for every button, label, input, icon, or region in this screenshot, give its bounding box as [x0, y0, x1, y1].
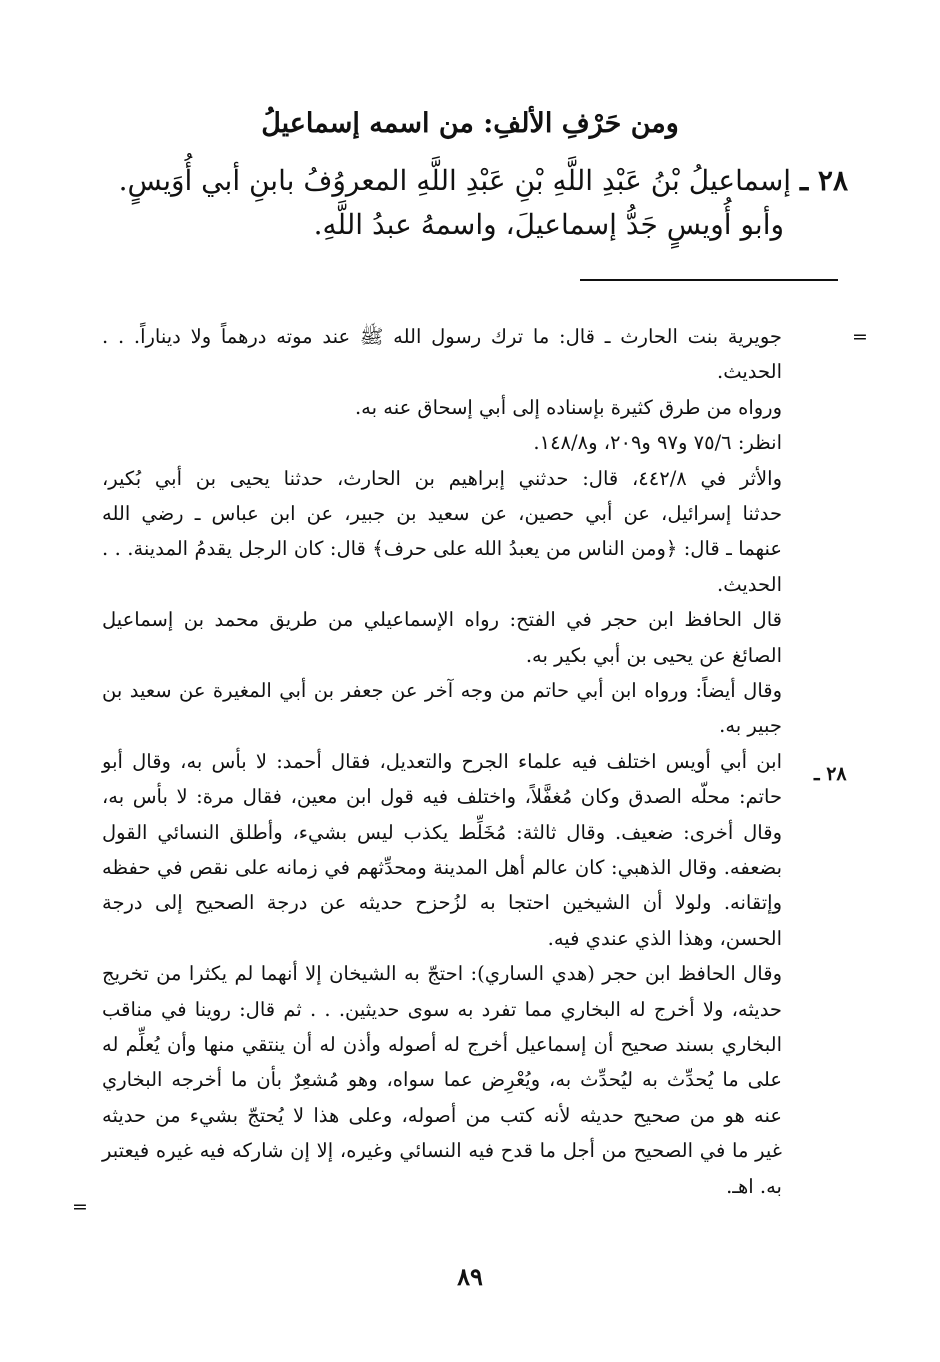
footnote-line: بضعفه. وقال الذهبي: كان عالم أهل المدينة ومحدِّثهم في زمانه على نقص في حفظه [102, 856, 782, 879]
page-number: ٨٩ [457, 1262, 483, 1291]
footnote-line: الحسن، وهذا الذي عندي فيه. [547, 926, 782, 950]
footnote-line: حديثه، ولا أخرج له البخاري مما تفرد به سوى حديثين. . . ثم قال: روينا في مناقب [102, 997, 782, 1021]
footnote-line: ورواه من طرق كثيرة بإسناده إلى أبي إسحاق عنه به. [354, 395, 782, 419]
footnote-number: ٢٨ ـ [814, 763, 847, 785]
footnote-line: حدثنا إسرائيل، عن أبي حصين، عن سعيد بن جبير، عن ابن عباس ـ رضي الله [102, 502, 782, 525]
footnote-line: ابن أبي أويس اختلف فيه علماء الجرح والتعديل، فقال أحمد: لا بأس به، وقال أبو [102, 749, 782, 773]
footnote-line: البخاري بسند صحيح أن إسماعيل أخرج له أصوله وأذن له أن ينتقي منها وأن يُعلِّم له [102, 1033, 782, 1056]
footnote-line: والأثر في ٤٤٢/٨، قال: حدثني إبراهيم بن الحارث، حدثنا يحيى بن أبي بُكير، [102, 466, 782, 490]
footnote-line: وإتقانه. ولولا أن الشيخين احتجا به لزُحزح حديثه عن درجة الصحيح إلى درجة [102, 891, 782, 915]
footnote-line: جويرية بنت الحارث ـ قال: ما ترك رسول الله ﷺ عند موته درهماً ولا ديناراً. . . [102, 325, 782, 348]
footnote-line: الحديث. [717, 360, 782, 384]
entry-number: ٢٨ ـ [799, 164, 848, 197]
footnote-line: غير ما في الصحيح من أجل ما قدح فيه النسائي وغيره، إلا إن شاركه فيه غيره فيعتبر [102, 1139, 782, 1163]
footnote-line: جبير به. [719, 714, 782, 738]
footnote-line: به. اهـ. [726, 1174, 782, 1198]
continuation-marker: = [852, 326, 868, 348]
footnote-line: انظر: ٧٥/٦ و٩٧ و٢٠٩، و١٤٨/٨. [533, 431, 782, 455]
entry-line-2: وأبو أُويسٍ جَدُّ إسماعيلَ، واسمهُ عبدُ اللَّهِ. [313, 208, 784, 241]
footnote-line: عنهما ـ قال: ﴿ومن الناس من يعبدُ الله على حرف﴾ قال: كان الرجل يقدمُ المدينة. . . [102, 537, 782, 561]
footnote-line: حاتم: محلّه الصدق وكان مُغفَّلاً، واختلف فيه قول ابن معين، فقال مرة: لا بأس به، [102, 785, 782, 809]
entry-line-1 [119, 164, 848, 197]
footnote-line: عنه هو من صحيح حديثه لأنه كتب من أصوله، وعلى هذا لا يُحتجّ بشيء من حديثه [102, 1103, 782, 1127]
footnote-line: وقال أخرى: ضعيف. وقال ثالثة: مُخَلِّط يكذب ليس بشيء، وأطلق النسائي القول [102, 820, 782, 844]
end-marker: = [72, 1196, 88, 1218]
footnote-line: قال الحافظ ابن حجر في الفتح: رواه الإسماعيلي من طريق محمد بن إسماعيل [102, 608, 782, 632]
footnote-line: على ما يُحدِّث به ليُحدِّث به، ويُعْرِض عما سواه، وهو مُشعِرٌ بأن ما أخرجه البخاري [102, 1068, 782, 1092]
footnote-line: وقال الحافظ ابن حجر (هدي الساري): احتجّ به الشيخان إلا أنهما لم يكثرا من تخريج [102, 962, 782, 986]
footnote-line: الصائغ عن يحيى بن أبي بكير به. [525, 643, 782, 667]
footnote-line: الحديث. [717, 572, 782, 596]
footnote-line: وقال أيضاً: ورواه ابن أبي حاتم من وجه آخر عن جعفر بن أبي المغيرة عن سعيد بن [102, 679, 782, 702]
entry-text-1: إسماعيلُ بْنُ عَبْدِ اللَّهِ بْنِ عَبْدِ اللَّهِ المعروُفُ بابنِ أبي أُوَيسٍ. [118, 164, 792, 197]
section-heading: ومن حَرْفِ الألفِ: من اسمه إسماعيلُ [261, 108, 679, 139]
footnote-separator [580, 279, 838, 281]
